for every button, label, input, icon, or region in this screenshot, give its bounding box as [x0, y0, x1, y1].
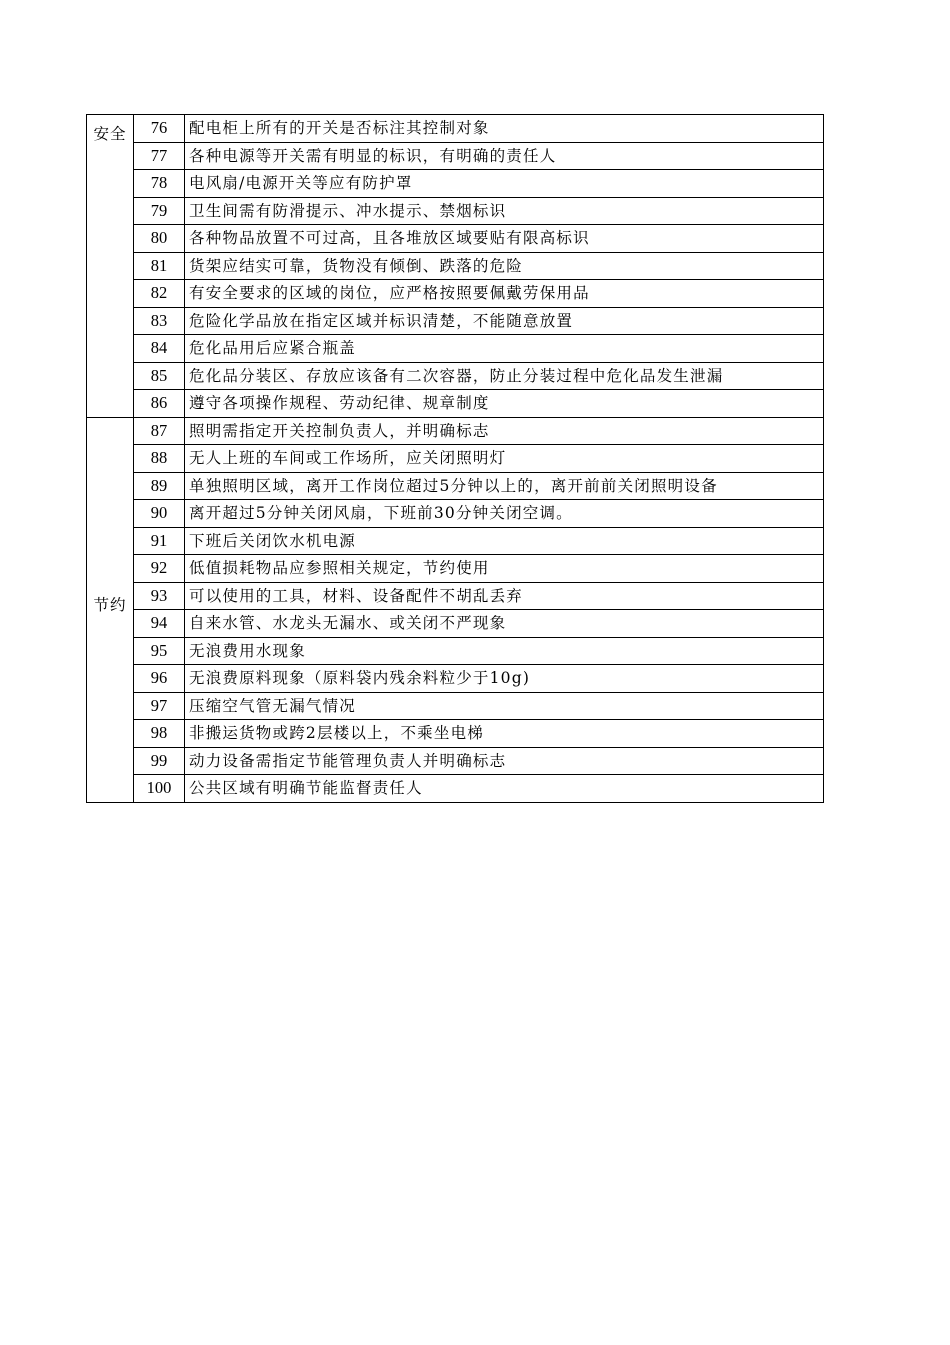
item-text: 离开超过5分钟关闭风扇，下班前30分钟关闭空调。 — [185, 500, 824, 528]
table-row — [87, 115, 824, 143]
table-row — [87, 555, 824, 583]
item-text: 危险化学品放在指定区域并标识清楚，不能随意放置 — [185, 307, 824, 335]
item-text: 非搬运货物或跨2层楼以上，不乘坐电梯 — [185, 720, 824, 748]
table-row — [87, 445, 824, 473]
item-text: 动力设备需指定节能管理负责人并明确标志 — [185, 747, 824, 775]
table-row — [87, 692, 824, 720]
item-text: 遵守各项操作规程、劳动纪律、规章制度 — [185, 390, 824, 418]
table-row — [87, 720, 824, 748]
item-number: 78 — [134, 170, 185, 198]
table-row — [87, 747, 824, 775]
item-text: 下班后关闭饮水机电源 — [185, 527, 824, 555]
category-cell — [87, 417, 134, 802]
item-number: 81 — [134, 252, 185, 280]
table-row — [87, 142, 824, 170]
item-number: 83 — [134, 307, 185, 335]
table-row — [87, 610, 824, 638]
item-text: 无浪费原料现象（原料袋内残余料粒少于10g) — [185, 665, 824, 693]
item-number: 100 — [134, 775, 185, 803]
item-text: 危化品分装区、存放应该备有二次容器，防止分装过程中危化品发生泄漏 — [185, 362, 824, 390]
item-number: 92 — [134, 555, 185, 583]
item-number: 86 — [134, 390, 185, 418]
table-row — [87, 307, 824, 335]
item-text: 各种电源等开关需有明显的标识，有明确的责任人 — [185, 142, 824, 170]
item-text: 有安全要求的区域的岗位，应严格按照要佩戴劳保用品 — [185, 280, 824, 308]
table-row — [87, 390, 824, 418]
item-number: 96 — [134, 665, 185, 693]
item-number: 99 — [134, 747, 185, 775]
table-row — [87, 362, 824, 390]
item-text: 各种物品放置不可过高，且各堆放区域要贴有限高标识 — [185, 225, 824, 253]
category-cell — [87, 115, 134, 418]
item-text: 卫生间需有防滑提示、冲水提示、禁烟标识 — [185, 197, 824, 225]
item-number: 85 — [134, 362, 185, 390]
item-text: 无人上班的车间或工作场所，应关闭照明灯 — [185, 445, 824, 473]
item-text: 电风扇/电源开关等应有防护罩 — [185, 170, 824, 198]
item-number: 90 — [134, 500, 185, 528]
item-number: 98 — [134, 720, 185, 748]
item-text: 自来水管、水龙头无漏水、或关闭不严现象 — [185, 610, 824, 638]
item-number: 80 — [134, 225, 185, 253]
table-row — [87, 637, 824, 665]
item-number: 89 — [134, 472, 185, 500]
item-text: 货架应结实可靠，货物没有倾倒、跌落的危险 — [185, 252, 824, 280]
item-number: 94 — [134, 610, 185, 638]
table-row — [87, 197, 824, 225]
item-number: 77 — [134, 142, 185, 170]
table-row — [87, 665, 824, 693]
item-number: 88 — [134, 445, 185, 473]
checklist-body — [87, 115, 824, 803]
table-row — [87, 335, 824, 363]
item-number: 84 — [134, 335, 185, 363]
table-row — [87, 775, 824, 803]
item-text: 无浪费用水现象 — [185, 637, 824, 665]
table-row — [87, 472, 824, 500]
item-number: 82 — [134, 280, 185, 308]
item-number: 95 — [134, 637, 185, 665]
item-text: 配电柜上所有的开关是否标注其控制对象 — [185, 115, 824, 143]
item-number: 93 — [134, 582, 185, 610]
checklist-sheet — [86, 114, 823, 803]
category-label: 节约 — [93, 595, 127, 614]
table-row — [87, 225, 824, 253]
item-number: 87 — [134, 417, 185, 445]
item-text: 公共区域有明确节能监督责任人 — [185, 775, 824, 803]
table-row — [87, 582, 824, 610]
table-row — [87, 170, 824, 198]
table-row — [87, 252, 824, 280]
item-text: 照明需指定开关控制负责人，并明确标志 — [185, 417, 824, 445]
item-text: 可以使用的工具，材料、设备配件不胡乱丢弃 — [185, 582, 824, 610]
item-text: 压缩空气管无漏气情况 — [185, 692, 824, 720]
checklist-table — [86, 114, 824, 803]
item-text: 低值损耗物品应参照相关规定，节约使用 — [185, 555, 824, 583]
item-text: 单独照明区域，离开工作岗位超过5分钟以上的，离开前前关闭照明设备 — [185, 472, 824, 500]
item-text: 危化品用后应紧合瓶盖 — [185, 335, 824, 363]
category-label: 安全 — [93, 125, 127, 143]
item-number: 97 — [134, 692, 185, 720]
table-row — [87, 280, 824, 308]
table-row — [87, 500, 824, 528]
table-row — [87, 527, 824, 555]
table-row — [87, 417, 824, 445]
item-number: 76 — [134, 115, 185, 143]
item-number: 79 — [134, 197, 185, 225]
item-number: 91 — [134, 527, 185, 555]
